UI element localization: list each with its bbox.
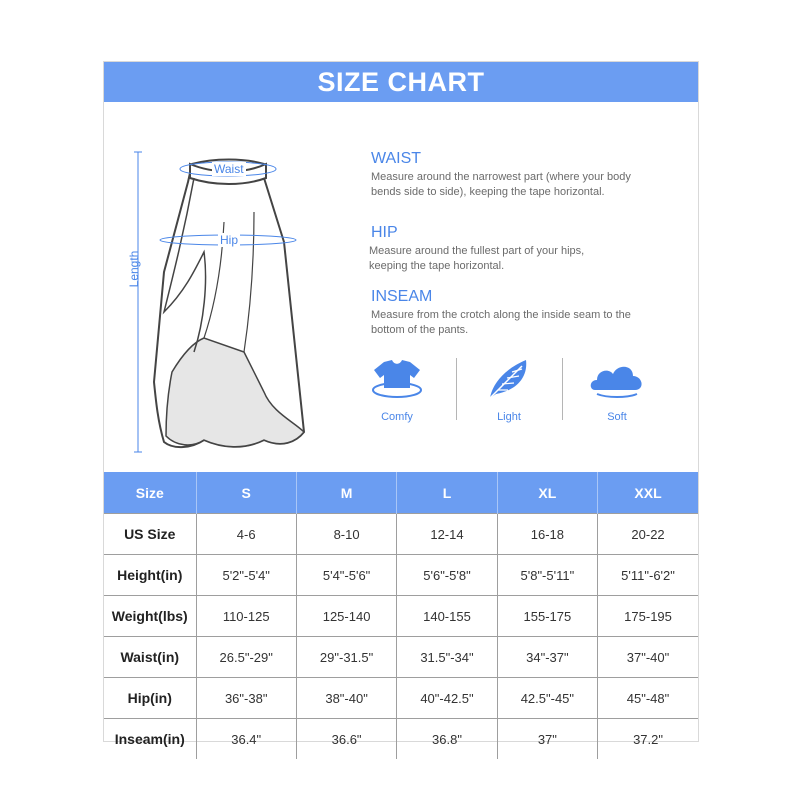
column-header: XL [497,472,597,514]
size-chart-card [103,61,699,747]
table-row [104,678,698,719]
table-cell: 155-175 [497,596,597,637]
table-cell: 34"-37" [497,637,597,678]
table-row [104,514,698,555]
table-cell: 12-14 [397,514,497,555]
table-cell: 36.8" [397,719,497,760]
table-cell: 45"-48" [598,678,698,719]
length-label: Length [127,250,141,288]
table-row [104,637,698,678]
column-header: XXL [598,472,698,514]
waist-description: Measure around the narrowest part (where your body bends side to side), keeping the tape horizontal. [371,171,631,198]
table-cell: 125-140 [296,596,396,637]
column-header: Size [104,472,196,514]
row-header: Inseam(in) [104,719,196,760]
page-title: SIZE CHART [317,66,485,97]
table-cell: 26.5"-29" [196,637,296,678]
hip-heading: HIP [371,224,398,241]
hip-label: Hip [220,233,239,247]
table-cell: 42.5"-45" [497,678,597,719]
table-row [104,555,698,596]
tshirt-icon [370,356,424,402]
feature-divider [562,358,563,420]
column-header: L [397,472,497,514]
table-cell: 16-18 [497,514,597,555]
row-header: Waist(in) [104,637,196,678]
table-header-row [104,472,698,514]
feature-soft [582,356,652,423]
table-cell: 38"-40" [296,678,396,719]
table-cell: 175-195 [598,596,698,637]
table-cell: 4-6 [196,514,296,555]
table-cell: 20-22 [598,514,698,555]
table-cell: 5'8"-5'11" [497,555,597,596]
hip-description: Measure around the fullest part of your hips, keeping the tape horizontal. [369,245,585,272]
feature-light [474,356,544,423]
row-header: US Size [104,514,196,555]
feather-icon [482,356,536,402]
cloud-icon [587,356,647,402]
table-cell: 5'11"-6'2" [598,555,698,596]
table-cell: 5'2"-5'4" [196,555,296,596]
feature-comfy [362,356,432,423]
inseam-description: Measure from the crotch along the inside seam to the bottom of the pants. [371,309,631,336]
table-cell: 36.6" [296,719,396,760]
column-header: S [196,472,296,514]
feature-divider [456,358,457,420]
column-header: M [296,472,396,514]
title-bar [104,62,698,102]
size-table [104,472,698,759]
table-cell: 36.4" [196,719,296,760]
table-row [104,596,698,637]
feature-comfy-label: Comfy [381,411,413,423]
feature-soft-label: Soft [607,411,627,423]
table-cell: 37"-40" [598,637,698,678]
table-cell: 8-10 [296,514,396,555]
table-cell: 40"-42.5" [397,678,497,719]
waist-heading: WAIST [371,150,422,167]
measurement-figure [104,102,698,472]
table-cell: 5'6"-5'8" [397,555,497,596]
feature-light-label: Light [497,411,521,423]
table-cell: 37.2" [598,719,698,760]
table-cell: 31.5"-34" [397,637,497,678]
waist-label: Waist [214,162,244,176]
row-header: Height(in) [104,555,196,596]
table-row [104,719,698,760]
row-header: Hip(in) [104,678,196,719]
inseam-heading: INSEAM [371,288,433,305]
table-cell: 36"-38" [196,678,296,719]
table-cell: 110-125 [196,596,296,637]
table-cell: 5'4"-5'6" [296,555,396,596]
table-cell: 140-155 [397,596,497,637]
table-cell: 29"-31.5" [296,637,396,678]
row-header: Weight(lbs) [104,596,196,637]
table-cell: 37" [497,719,597,760]
